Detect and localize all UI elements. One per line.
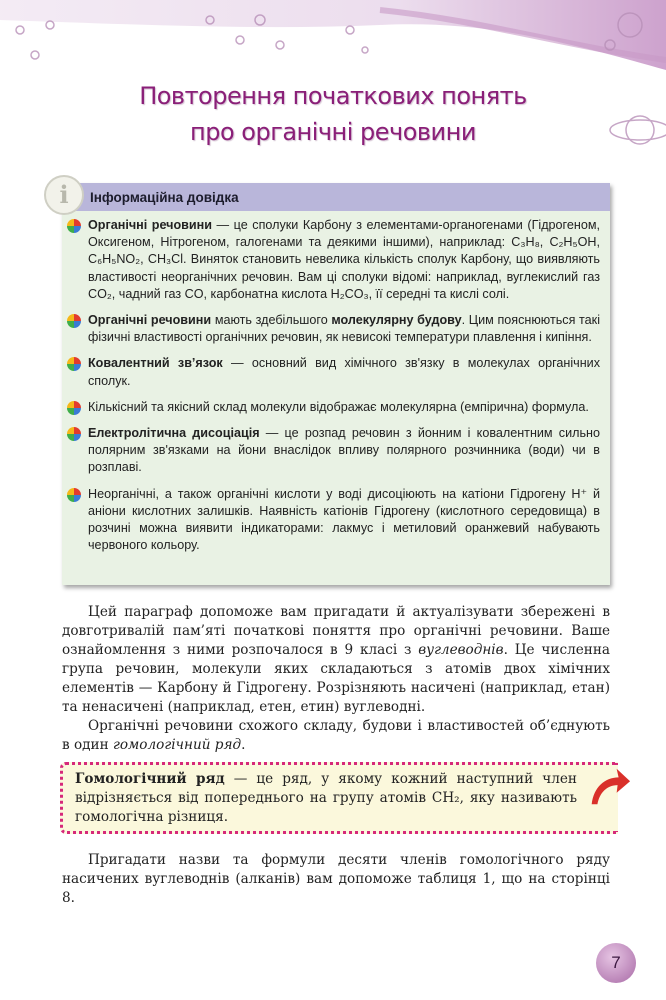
bold-term: Гомологічний ряд [75,771,225,787]
paragraph [62,851,610,908]
curved-arrow-icon [584,765,632,810]
page-number: 7 [596,943,636,983]
text-segment: Пригадати назви та формули десяти членів гомологічного ряду насичених вуглеводнів (алканів) вам допоможе таблиця 1, що на сторінці 8. [62,852,610,906]
pinwheel-bullet-icon [66,426,82,442]
closing-text [62,851,610,908]
italic-term: вуглеводнів [418,642,504,658]
paragraph [62,717,610,755]
info-bullet [88,425,600,477]
text-segment: мають здебільшого [211,313,332,328]
text-segment: . [241,737,246,753]
bold-term: Ковалентний зв’язок [88,356,223,371]
text-segment: — це ряд, у якому кожний наступний член відрізняється від попереднього на групу атомів CH₂, яку називають гомологічна різниця. [75,771,577,825]
text-segment: — це розпад речовин з йонним і ковалентним сильно полярним зв'язками на йони внаслідок впливу полярного розчинника (води) чи в розплаві. [88,426,600,475]
info-icon: i [44,175,84,215]
pinwheel-bullet-icon [66,313,82,329]
bold-term: Органічні речовини [88,313,212,328]
info-bullet [88,217,600,303]
page-title [0,78,666,150]
pinwheel-bullet-icon [66,487,82,503]
text-segment: — це сполуки Карбону з елементами-органогенами (Гідрогеном, Оксигеном, Нітрогеном, галогенами та деякими іншими), наприклад: C₃H₈, C₂H₅OH, C₆H₅NO₂, CH₃Cl. Виняток становить невелика кількість сполук Карбону, що виявляють властивості неорганічних речовин. Вам ці сполуки відомі: наприклад, вуглекислий газ CO₂, чадний газ CO, карбонатна кислота H₂CO₃, її середні та кислі солі. [88,218,600,301]
text-segment: — основний вид хімічного зв'язку в молекулах органічних сполук. [88,356,601,388]
info-bullet-list [62,211,610,554]
text-segment: Цей параграф допоможе вам пригадати й актуалізувати збережені в довготривалій пам’яті початкові поняття про органічні речовини. Ваше ознайомлення з ними розпочалося в 9 класі з [62,604,610,658]
pinwheel-bullet-icon [66,356,82,372]
info-reference-box [59,180,610,585]
paragraph [62,603,610,717]
info-bullet [88,399,600,416]
bold-term: молекулярну будову [331,313,462,328]
body-text [62,603,610,755]
bold-term: Електролітична дисоціація [88,426,260,441]
bold-term: Органічні речовини [88,218,213,232]
italic-term: гомологічний ряд [112,737,242,753]
text-segment: Неорганічні, а також органічні кислоти у воді дисоціюють на катіони Гідрогену H⁺ й аніони кислотних залишків. Наявність катіонів Гідрогену (кислотного середовища) в розчині можна виявити індикаторами: лакмус і метиловий оранжевий набувають червоного кольору. [88,486,600,553]
text-segment: . Цим пояснюються такі фізичні властивості органічних речовин, як невисокі температури плавлення і кипіння. [88,313,600,345]
info-bullet [88,312,600,346]
text-segment: Органічні речовини схожого складу, будови і властивостей об’єднують в один [62,718,610,753]
pinwheel-bullet-icon [66,400,82,416]
title-line-1: Повторення початкових понять [139,82,527,110]
title-line-2: про органічні речовини [190,118,476,146]
text-segment: . Це численна група речовин, молекули яких складаються з атомів двох хімічних елементів — Карбону й Гідрогену. Розрізняють насичені (наприклад, етан) та ненасичені (наприклад, етен, етин) вуглеводні. [62,642,610,715]
callout-text [75,770,577,827]
info-bullet [88,486,600,555]
text-segment: Кількісний та якісний склад молекули відображає молекулярна (емпірична) формула. [88,399,589,414]
info-heading: Інформаційна довідка [62,183,610,211]
definition-callout [60,762,618,834]
pinwheel-bullet-icon [66,218,82,234]
info-bullet [88,355,600,389]
